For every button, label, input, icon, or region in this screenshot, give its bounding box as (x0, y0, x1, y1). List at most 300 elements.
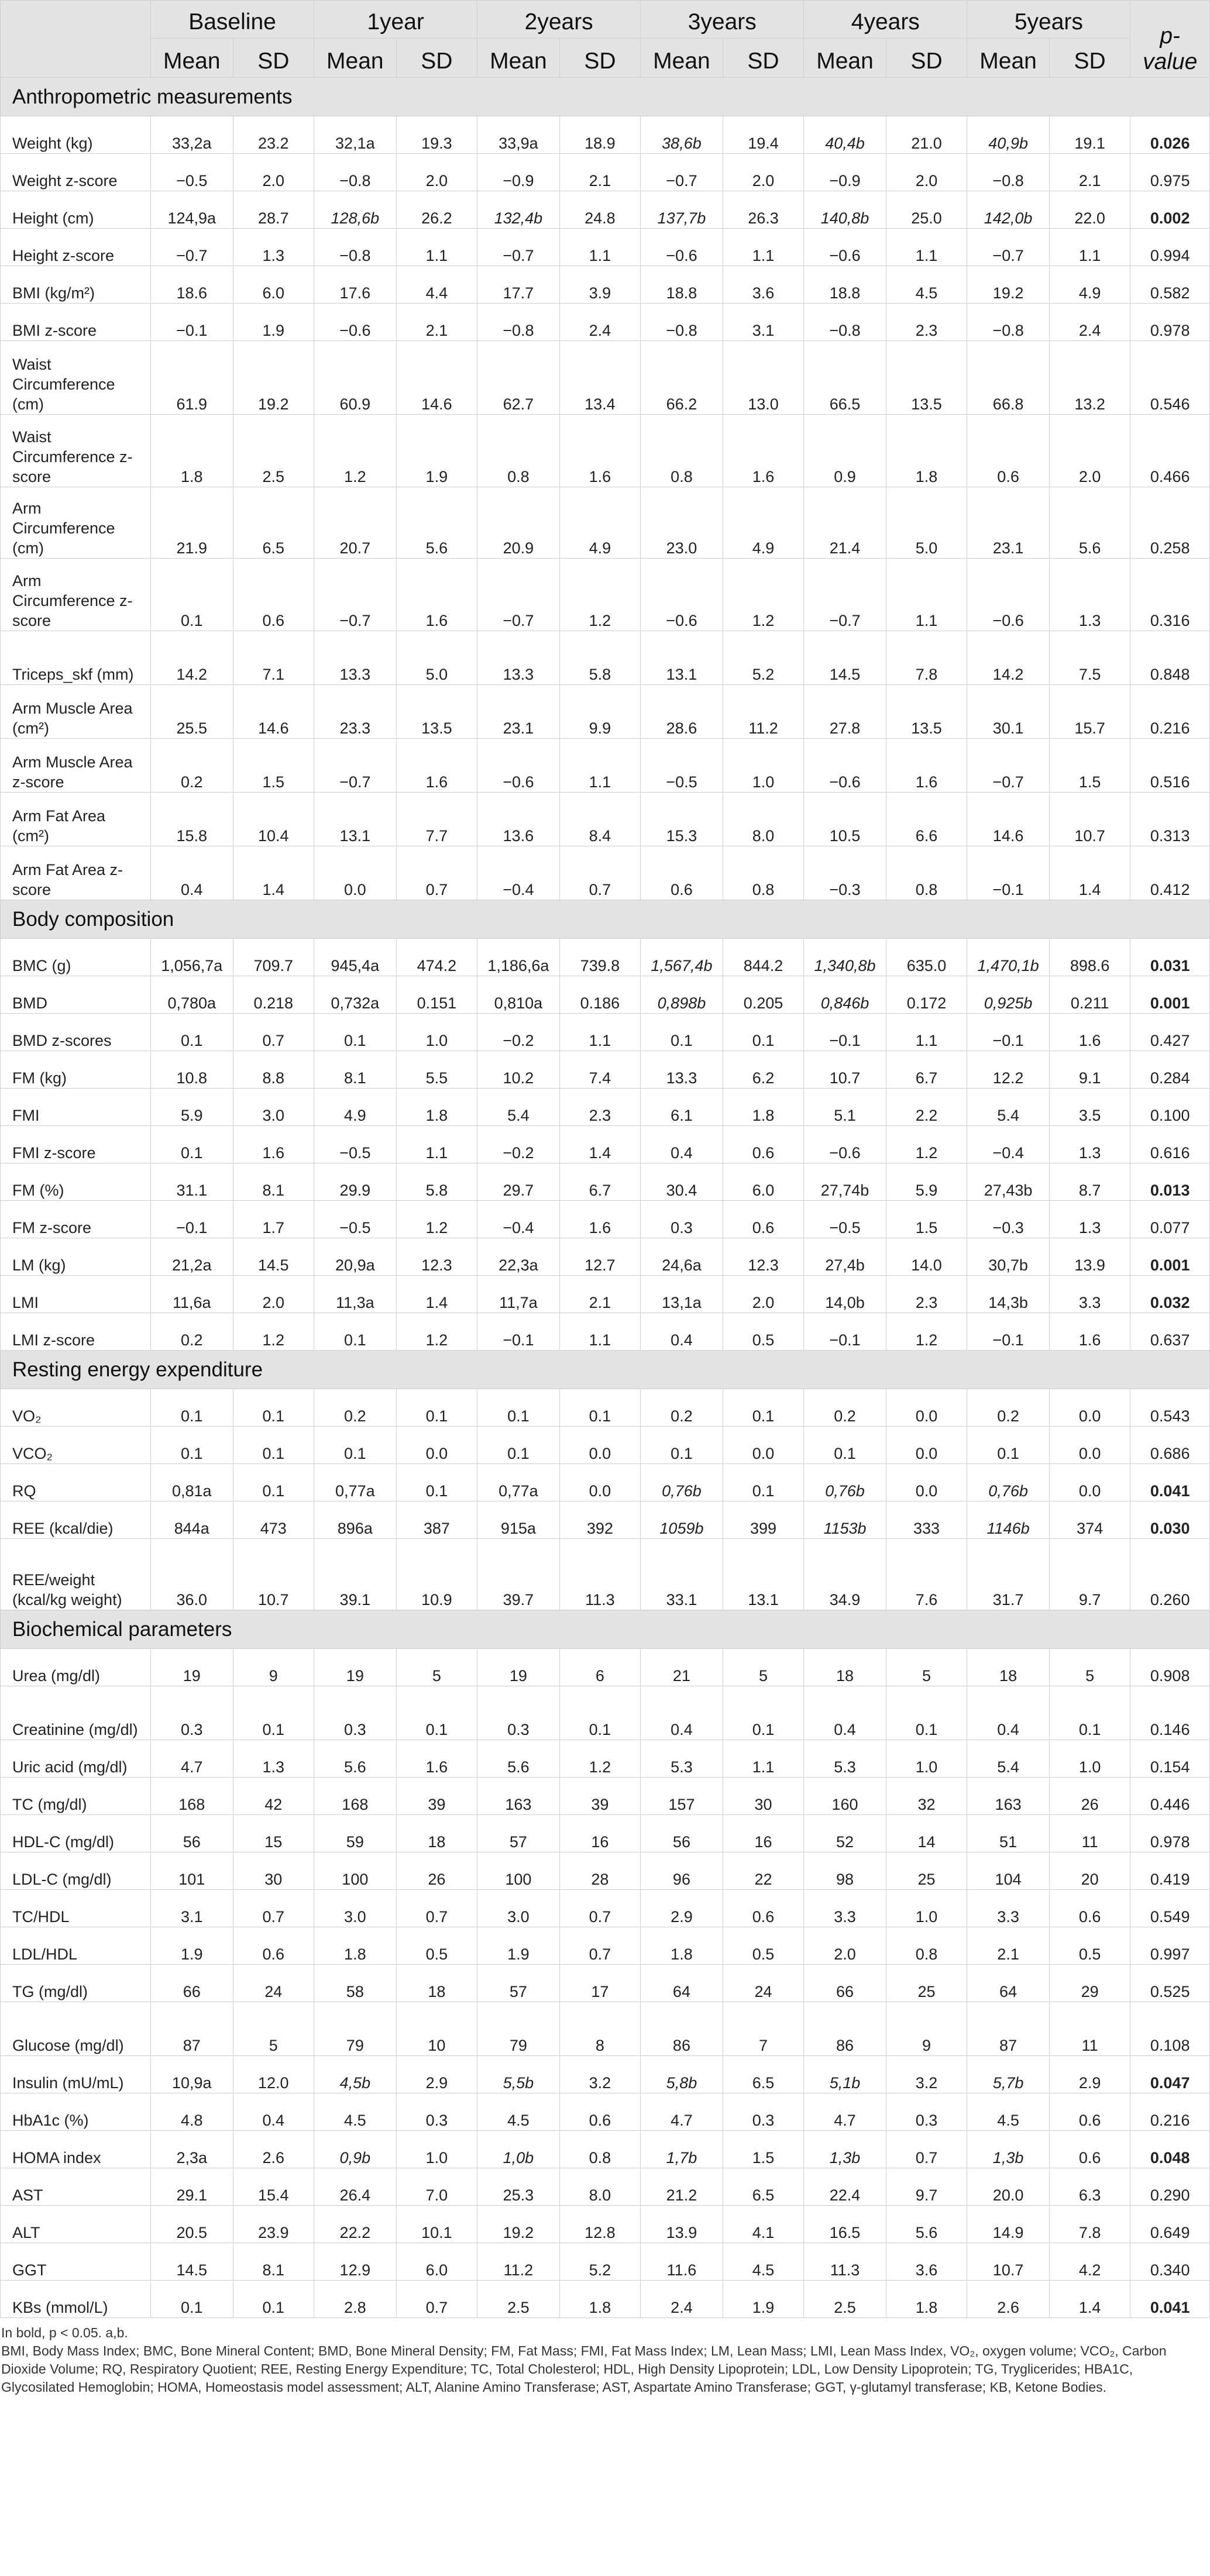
mean-cell: 0,846b (804, 976, 886, 1014)
mean-cell: 5,7b (967, 2056, 1050, 2093)
sd-cell: 1.5 (233, 739, 314, 793)
row-label: Waist Circumference (cm) (1, 341, 151, 415)
sd-cell: 0.8 (886, 846, 967, 900)
sd-cell: 0.0 (559, 1427, 641, 1464)
mean-cell: 86 (641, 2002, 723, 2056)
mean-cell: 20.0 (967, 2168, 1050, 2206)
sd-cell: 4.9 (723, 487, 804, 559)
mean-cell: −0.9 (477, 154, 560, 191)
sd-cell: 0.0 (886, 1464, 967, 1501)
sd-cell: 2.6 (233, 2131, 314, 2168)
sd-cell: 7.7 (396, 793, 477, 846)
mean-cell: −0.4 (477, 1201, 560, 1238)
section-title: Biochemical parameters (1, 1610, 1210, 1649)
table-row (1, 266, 1210, 304)
sd-cell: 2.9 (1049, 2056, 1130, 2093)
sd-cell: 0.1 (396, 1686, 477, 1740)
mean-cell: 58 (314, 1965, 397, 2002)
mean-cell: 21.9 (150, 487, 233, 559)
sd-cell: 0.1 (233, 1427, 314, 1464)
mean-cell: 23.1 (477, 685, 560, 739)
mean-cell: 21 (641, 1649, 723, 1686)
sd-cell: 2.9 (396, 2056, 477, 2093)
sd-cell: 1.1 (396, 1126, 477, 1163)
sd-cell: 1.0 (723, 739, 804, 793)
mean-cell: 1,0b (477, 2131, 560, 2168)
sd-cell: 0.1 (233, 1464, 314, 1501)
sd-cell: 2.2 (886, 1089, 967, 1126)
mean-cell: 11.2 (477, 2243, 560, 2281)
sd-cell: 5.0 (396, 631, 477, 685)
mean-cell: 0.2 (641, 1389, 723, 1427)
mean-cell: 5.1 (804, 1089, 886, 1126)
mean-cell: 5.3 (641, 1740, 723, 1778)
sd-cell: 709.7 (233, 939, 314, 976)
sd-cell: 1.3 (233, 229, 314, 266)
mean-cell: 56 (150, 1815, 233, 1852)
mean-cell: 28.6 (641, 685, 723, 739)
mean-cell: 18.8 (804, 266, 886, 304)
pvalue-cell: 0.516 (1130, 739, 1210, 793)
mean-cell: 0.1 (641, 1427, 723, 1464)
sd-cell: 0.6 (233, 559, 314, 631)
sd-cell: 8.0 (559, 2168, 641, 2206)
sd-cell: 0.1 (396, 1464, 477, 1501)
mean-cell: 79 (314, 2002, 397, 2056)
mean-cell: 132,4b (477, 191, 560, 229)
sd-cell: 14.6 (396, 341, 477, 415)
mean-cell: −0.5 (641, 739, 723, 793)
mean-cell: 2,3a (150, 2131, 233, 2168)
sd-cell: 333 (886, 1501, 967, 1539)
mean-cell: 13,1a (641, 1276, 723, 1313)
row-label: Creatinine (mg/dl) (1, 1686, 151, 1740)
sd-cell: 19.3 (396, 116, 477, 154)
mean-cell: 20.9 (477, 487, 560, 559)
mean-cell: 66 (150, 1965, 233, 2002)
sd-cell: 0.6 (233, 1927, 314, 1965)
mean-cell: −0.4 (477, 846, 560, 900)
mean-cell: 21,2a (150, 1238, 233, 1276)
mean-cell: 0.1 (477, 1389, 560, 1427)
sd-cell: 2.1 (1049, 154, 1130, 191)
sd-cell: 2.0 (396, 154, 477, 191)
pvalue-cell: 0.649 (1130, 2206, 1210, 2243)
sd-cell: 1.6 (559, 415, 641, 487)
mean-cell: 20.7 (314, 487, 397, 559)
mean-cell: −0.1 (150, 1201, 233, 1238)
sd-cell: 1.8 (559, 2281, 641, 2318)
sd-cell: 12.7 (559, 1238, 641, 1276)
sd-cell: 23.2 (233, 116, 314, 154)
mean-cell: 2.6 (967, 2281, 1050, 2318)
mean-cell: 3.0 (314, 1890, 397, 1927)
sd-cell: 5.5 (396, 1051, 477, 1089)
table-row (1, 1740, 1210, 1778)
sd-cell: 12.8 (559, 2206, 641, 2243)
sd-cell: 39 (559, 1778, 641, 1815)
mean-header: Mean (804, 39, 886, 78)
sd-cell: 10.4 (233, 793, 314, 846)
sd-cell: 0.0 (723, 1427, 804, 1464)
pvalue-cell: 0.048 (1130, 2131, 1210, 2168)
mean-cell: −0.6 (804, 229, 886, 266)
mean-cell: 1.9 (150, 1927, 233, 1965)
mean-cell: −0.7 (967, 739, 1050, 793)
mean-cell: 38,6b (641, 116, 723, 154)
sd-cell: 4.5 (723, 2243, 804, 2281)
sd-cell: 1.3 (233, 1740, 314, 1778)
mean-cell: 10.7 (804, 1051, 886, 1089)
sd-cell: 0.186 (559, 976, 641, 1014)
mean-cell: 4.9 (314, 1089, 397, 1126)
sd-cell: 2.1 (396, 304, 477, 341)
mean-cell: 27,74b (804, 1163, 886, 1201)
row-label: LMI (1, 1276, 151, 1313)
pvalue-cell: 0.146 (1130, 1686, 1210, 1740)
footnote-abbreviations: BMI, Body Mass Index; BMC, Bone Mineral Content; BMD, Bone Mineral Density; FM, Fat Mass; FMI, Fat Mass Index; LM, Lean Mass; LMI, Lean Mass Index, VO₂, oxygen volume; VCO₂, Carbon Dioxide Volume; RQ, Respiratory Quotient; REE, Resting Energy Expenditure; TC, Total Cholesterol; HDL, High Density Lipoprotein; LDL, Low Density Lipoprotein; TG, Tryglicerides; HBA1C, Glycosilated Hemoglobin; HOMA, Homeostasis model assessment; ALT, Alanine Amino Transferase; AST, Aspartate Amino Transferase; GGT, γ-glutamyl transferase; KB, Ketone Bodies. (1, 2343, 1167, 2395)
sd-cell: 1.2 (559, 559, 641, 631)
mean-cell: 20.5 (150, 2206, 233, 2243)
mean-cell: 30,7b (967, 1238, 1050, 1276)
pvalue-cell: 0.549 (1130, 1890, 1210, 1927)
sd-cell: 13.5 (886, 341, 967, 415)
mean-cell: 1146b (967, 1501, 1050, 1539)
mean-cell: 4.5 (967, 2093, 1050, 2131)
sd-cell: 18 (396, 1815, 477, 1852)
sd-cell: 12.3 (396, 1238, 477, 1276)
mean-cell: 66.2 (641, 341, 723, 415)
sd-cell: 13.4 (559, 341, 641, 415)
sd-cell: 5.6 (886, 2206, 967, 2243)
mean-cell: 5,8b (641, 2056, 723, 2093)
sd-cell: 1.5 (886, 1201, 967, 1238)
mean-cell: 15.8 (150, 793, 233, 846)
row-label: LDL/HDL (1, 1927, 151, 1965)
mean-cell: −0.7 (314, 739, 397, 793)
mean-cell: 60.9 (314, 341, 397, 415)
sd-cell: 26.2 (396, 191, 477, 229)
table-row (1, 1815, 1210, 1852)
pvalue-cell: 0.041 (1130, 2281, 1210, 2318)
mean-cell: 2.9 (641, 1890, 723, 1927)
sd-cell: 8.1 (233, 2243, 314, 2281)
sd-cell: 1.1 (723, 1740, 804, 1778)
sd-cell: 5 (396, 1649, 477, 1686)
mean-cell: −0.6 (641, 559, 723, 631)
mean-cell: 13.1 (641, 631, 723, 685)
row-label: HbA1c (%) (1, 2093, 151, 2131)
mean-cell: −0.8 (967, 304, 1050, 341)
sd-cell: 28.7 (233, 191, 314, 229)
table-row (1, 2131, 1210, 2168)
table-row (1, 846, 1210, 900)
sd-cell: 0.5 (1049, 1927, 1130, 1965)
mean-cell: 13.9 (641, 2206, 723, 2243)
sd-cell: 0.1 (233, 1686, 314, 1740)
sd-cell: 1.1 (886, 1014, 967, 1051)
mean-cell: 14,0b (804, 1276, 886, 1313)
mean-cell: 14.5 (804, 631, 886, 685)
mean-cell: 160 (804, 1778, 886, 1815)
table-row (1, 1649, 1210, 1686)
sd-cell: 16 (559, 1815, 641, 1852)
row-label: BMD (1, 976, 151, 1014)
sd-cell: 1.1 (559, 739, 641, 793)
row-label: HDL-C (mg/dl) (1, 1815, 151, 1852)
sd-cell: 18.9 (559, 116, 641, 154)
table-row (1, 1686, 1210, 1740)
mean-cell: 62.7 (477, 341, 560, 415)
mean-cell: 0.2 (150, 739, 233, 793)
sd-cell: 0.1 (886, 1686, 967, 1740)
mean-cell: 11,6a (150, 1276, 233, 1313)
sd-cell: 1.2 (886, 1313, 967, 1351)
table-row (1, 1313, 1210, 1351)
mean-cell: 140,8b (804, 191, 886, 229)
sd-cell: 0.7 (396, 846, 477, 900)
row-label: FM (kg) (1, 1051, 151, 1089)
sd-cell: 0.0 (886, 1427, 967, 1464)
sd-cell: 1.8 (886, 2281, 967, 2318)
mean-cell: 0.8 (477, 415, 560, 487)
table-row (1, 1539, 1210, 1610)
table-row (1, 939, 1210, 976)
sd-cell: 0.6 (1049, 2093, 1130, 2131)
mean-cell: 61.9 (150, 341, 233, 415)
mean-cell: 168 (150, 1778, 233, 1815)
section-header-row (1, 1351, 1210, 1389)
mean-cell: 142,0b (967, 191, 1050, 229)
mean-cell: 14.2 (967, 631, 1050, 685)
table-row (1, 1852, 1210, 1890)
sd-cell: 6.0 (723, 1163, 804, 1201)
sd-cell: 1.6 (396, 559, 477, 631)
mean-cell: 34.9 (804, 1539, 886, 1610)
sd-cell: 6.5 (233, 487, 314, 559)
mean-cell: 14.2 (150, 631, 233, 685)
sd-cell: 2.1 (559, 1276, 641, 1313)
sd-cell: 1.1 (886, 229, 967, 266)
sd-cell: 39 (396, 1778, 477, 1815)
section-header-row (1, 1610, 1210, 1649)
table-row (1, 415, 1210, 487)
mean-cell: 128,6b (314, 191, 397, 229)
mean-cell: 96 (641, 1852, 723, 1890)
mean-cell: 163 (477, 1778, 560, 1815)
mean-cell: 18 (967, 1649, 1050, 1686)
table-row (1, 1778, 1210, 1815)
pvalue-cell: 0.975 (1130, 154, 1210, 191)
sd-cell: 2.3 (886, 304, 967, 341)
row-label: LMI z-score (1, 1313, 151, 1351)
table-row (1, 631, 1210, 685)
mean-cell: −0.7 (477, 229, 560, 266)
sd-cell: 5.9 (886, 1163, 967, 1201)
group-header: Baseline (150, 1, 314, 39)
mean-cell: 2.8 (314, 2281, 397, 2318)
sd-cell: 0.6 (559, 2093, 641, 2131)
sd-cell: 13.5 (886, 685, 967, 739)
mean-cell: 0,810a (477, 976, 560, 1014)
section-title: Resting energy expenditure (1, 1351, 1210, 1389)
sd-cell: 2.0 (723, 154, 804, 191)
sd-cell: 1.8 (396, 1089, 477, 1126)
sd-cell: 1.9 (233, 304, 314, 341)
mean-cell: 0.1 (641, 1014, 723, 1051)
sd-header: SD (233, 39, 314, 78)
mean-cell: 915a (477, 1501, 560, 1539)
mean-cell: 26.4 (314, 2168, 397, 2206)
sd-cell: 392 (559, 1501, 641, 1539)
sd-cell: 10.7 (233, 1539, 314, 1610)
mean-cell: 57 (477, 1815, 560, 1852)
sd-cell: 1.0 (396, 1014, 477, 1051)
sd-cell: 3.5 (1049, 1089, 1130, 1126)
pvalue-cell: 0.446 (1130, 1778, 1210, 1815)
sd-cell: 22.0 (1049, 191, 1130, 229)
sd-cell: 9.1 (1049, 1051, 1130, 1089)
sd-cell: 26.3 (723, 191, 804, 229)
sd-cell: 21.0 (886, 116, 967, 154)
sd-cell: 20 (1049, 1852, 1130, 1890)
mean-cell: 11,3a (314, 1276, 397, 1313)
table-row (1, 191, 1210, 229)
sd-cell: 19.2 (233, 341, 314, 415)
mean-cell: 40,4b (804, 116, 886, 154)
sd-cell: 10.1 (396, 2206, 477, 2243)
table-row (1, 1126, 1210, 1163)
sd-cell: 0.3 (886, 2093, 967, 2131)
mean-cell: 14.9 (967, 2206, 1050, 2243)
sd-cell: 10.9 (396, 1539, 477, 1610)
table-row (1, 229, 1210, 266)
sd-cell: 0.5 (723, 1927, 804, 1965)
sd-cell: 6 (559, 1649, 641, 1686)
sd-cell: 3.2 (886, 2056, 967, 2093)
sd-cell: 4.9 (1049, 266, 1130, 304)
mean-cell: 19.2 (967, 266, 1050, 304)
row-label: Weight z-score (1, 154, 151, 191)
sd-cell: 2.4 (559, 304, 641, 341)
mean-cell: 33,2a (150, 116, 233, 154)
mean-cell: −0.5 (314, 1201, 397, 1238)
mean-cell: −0.1 (804, 1014, 886, 1051)
mean-cell: 66.5 (804, 341, 886, 415)
row-label: Arm Muscle Area (cm²) (1, 685, 151, 739)
row-label: VCO₂ (1, 1427, 151, 1464)
pvalue-cell: 0.543 (1130, 1389, 1210, 1427)
sd-cell: 10 (396, 2002, 477, 2056)
sd-cell: 15.4 (233, 2168, 314, 2206)
sd-cell: 0.6 (1049, 2131, 1130, 2168)
sd-cell: 6.3 (1049, 2168, 1130, 2206)
sd-cell: 9.7 (886, 2168, 967, 2206)
sd-cell: 32 (886, 1778, 967, 1815)
mean-cell: 27,4b (804, 1238, 886, 1276)
sd-cell: 0.151 (396, 976, 477, 1014)
row-label: Arm Fat Area (cm²) (1, 793, 151, 846)
sd-cell: 1.2 (723, 559, 804, 631)
mean-cell: 0,77a (477, 1464, 560, 1501)
mean-cell: 32,1a (314, 116, 397, 154)
pvalue-cell: 0.216 (1130, 2093, 1210, 2131)
mean-cell: 1.9 (477, 1927, 560, 1965)
mean-cell: 12.9 (314, 2243, 397, 2281)
sd-cell: 0.1 (559, 1389, 641, 1427)
mean-cell: 39.7 (477, 1539, 560, 1610)
mean-cell: 10.5 (804, 793, 886, 846)
mean-cell: 23.1 (967, 487, 1050, 559)
sd-cell: 6.7 (559, 1163, 641, 1201)
row-label: Waist Circumference z-score (1, 415, 151, 487)
sd-cell: 0.4 (233, 2093, 314, 2131)
mean-cell: −0.1 (967, 1014, 1050, 1051)
sd-cell: 30 (723, 1778, 804, 1815)
mean-cell: 0.3 (477, 1686, 560, 1740)
mean-cell: −0.6 (314, 304, 397, 341)
mean-cell: 1.8 (641, 1927, 723, 1965)
mean-cell: 2.0 (804, 1927, 886, 1965)
table-row (1, 1501, 1210, 1539)
mean-cell: 2.5 (477, 2281, 560, 2318)
table-row (1, 154, 1210, 191)
mean-cell: 1,7b (641, 2131, 723, 2168)
pvalue-cell: 0.041 (1130, 1464, 1210, 1501)
mean-cell: 0.4 (967, 1686, 1050, 1740)
sd-header: SD (559, 39, 641, 78)
row-label: Urea (mg/dl) (1, 1649, 151, 1686)
mean-cell: 64 (641, 1965, 723, 2002)
sd-cell: 6.7 (886, 1051, 967, 1089)
sd-header: SD (723, 39, 804, 78)
table-row (1, 2206, 1210, 2243)
mean-cell: 0.1 (314, 1427, 397, 1464)
mean-cell: 31.1 (150, 1163, 233, 1201)
mean-cell: 87 (150, 2002, 233, 2056)
pvalue-cell: 0.290 (1130, 2168, 1210, 2206)
mean-cell: 3.3 (804, 1890, 886, 1927)
mean-cell: 17.7 (477, 266, 560, 304)
sd-cell: 3.0 (233, 1089, 314, 1126)
mean-cell: −0.2 (477, 1014, 560, 1051)
row-label: KBs (mmol/L) (1, 2281, 151, 2318)
mean-cell: 19.2 (477, 2206, 560, 2243)
sd-cell: 23.9 (233, 2206, 314, 2243)
sd-cell: 0.1 (559, 1686, 641, 1740)
mean-cell: 1,3b (804, 2131, 886, 2168)
sd-cell: 2.3 (559, 1089, 641, 1126)
sd-cell: 1.0 (396, 2131, 477, 2168)
mean-cell: −0.7 (150, 229, 233, 266)
sd-cell: 13.1 (723, 1539, 804, 1610)
sd-cell: 7.6 (886, 1539, 967, 1610)
mean-cell: −0.1 (477, 1313, 560, 1351)
row-label: LM (kg) (1, 1238, 151, 1276)
mean-cell: 21.4 (804, 487, 886, 559)
sd-cell: 0.1 (723, 1014, 804, 1051)
row-label: Arm Circumference z-score (1, 559, 151, 631)
sd-cell: 9.9 (559, 685, 641, 739)
mean-cell: 4.5 (314, 2093, 397, 2131)
sd-cell: 0.8 (886, 1927, 967, 1965)
pvalue-cell: 0.026 (1130, 116, 1210, 154)
sd-cell: 0.8 (723, 846, 804, 900)
table-row (1, 2093, 1210, 2131)
row-label: FMI (1, 1089, 151, 1126)
sd-cell: 2.3 (886, 1276, 967, 1313)
pvalue-cell: 0.616 (1130, 1126, 1210, 1163)
